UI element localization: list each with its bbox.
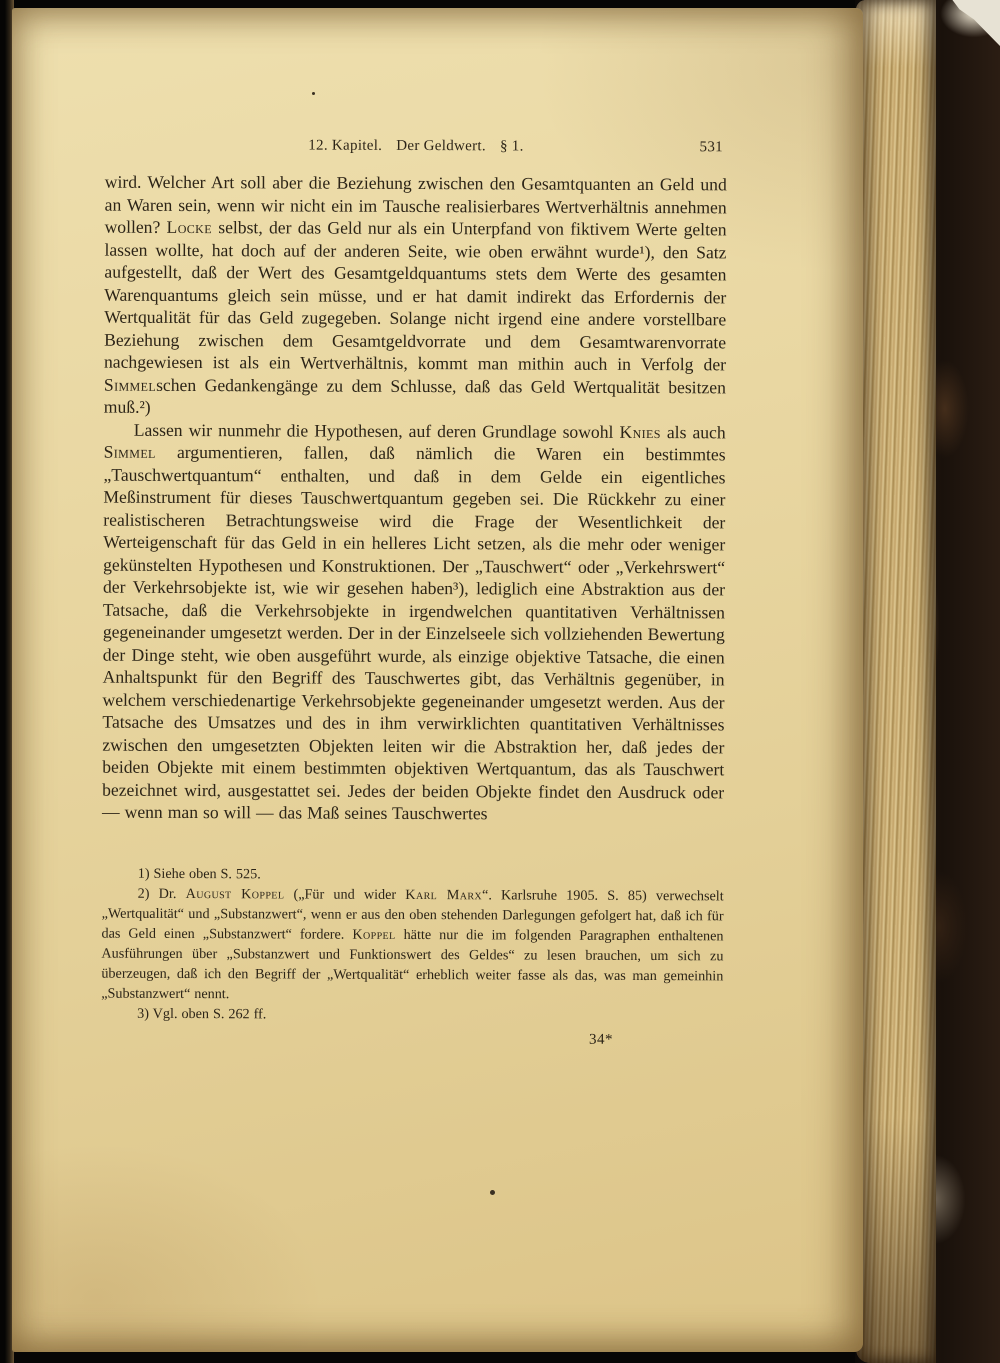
page-edge-stack xyxy=(856,0,936,1363)
signature-mark: 34* xyxy=(589,1031,614,1048)
paragraph-2: Lassen wir nunmehr die Hypothesen, auf deren Grundlage sowohl Knies als auch Simmel argumentieren, fallen, daß nämlich die Waren ein bestimmtes „Tauschwertquantum“ enthalten, und daß in dem Gelde ein eigentliches Meßinstrument für dieses Tauschwertquantum gegeben sei. Die Rückkehr zu einer realistischeren Betrachtungsweise wird die Frage der Wesentlichkeit der Werteigenschaft für das Geld in ein helleres Licht setzen, als die mehr oder weniger gekünstelten Hypothesen und Konstruktionen. Der „Tauschwert“ oder „Verkehrswert“ der Verkehrsobjekte ist, wie wir gesehen haben³), lediglich eine Abstraktion aus der Tatsache, daß die Verkehrsobjekte in irgendwelchen quantitativen Verhältnissen gegeneinander umgesetzt werden. Der in der Einzelseele sich vollziehenden Bewertung der Dinge steht, wie oben ausgeführt wurde, als einzige objektive Tatsache, die einen Anhaltspunkt für den Begriff des Tauschwertes gibt, das Verhältnis gegenüber, in welchem verschiedenartige Verkehrsobjekte gegeneinander umgesetzt werden. Aus der Tatsache des Umsatzes und des in ihm verwirklichten quantitativen Verhältnisses zwischen den umgesetzten Objekten leiten wir die Abstraktion her, daß jedes der beiden Objekte mit einem bestimmten objektiven Wertquantum, das als Tauschwert bezeichnet wird, ausgestattet sei. Jedes der beiden Objekte findet den Ausdruck oder — wenn man so will — das Maß seines Tauschwertes xyxy=(102,419,726,824)
footnote-3: 3) Vgl. oben S. 262 ff. xyxy=(137,1005,267,1022)
page-content xyxy=(101,137,727,1049)
footnote-2: 2) Dr. August Koppel („Für und wider Karl Marx“. Karlsruhe 1905. S. 85) verwechselt „Wertqualität“ und „Substanzwert“, wenn er aus den oben stehenden Darlegungen gefolgert hat, daß ich für das Geld einen „Substanzwert“ fordere. Koppel hätte nur die im folgenden Paragraphen enthaltenen Ausführungen über „Substanzwert und Funktionswert des Geldes“ zu lesen brauchen, um sich zu überzeugen, daß ich den Begriff der „Wertqualität“ erheblich weiter fasse als das, was man gemeinhin „Substanzwert“ nennt. xyxy=(101,885,724,1002)
chapter-label: 12. Kapitel. xyxy=(308,137,383,154)
chapter-title: Der Geldwert. xyxy=(396,137,486,155)
ink-speck xyxy=(312,92,315,95)
footnote-1: 1) Siehe oben S. 525. xyxy=(137,865,261,882)
running-head xyxy=(105,137,727,160)
book-page xyxy=(12,8,863,1352)
ink-speck xyxy=(490,1190,495,1195)
section-label: § 1. xyxy=(499,138,524,155)
chapter-heading xyxy=(105,137,727,157)
paragraph-1: wird. Welcher Art soll aber die Beziehung zwischen den Gesamtquanten an Geld und an Waren sein, wenn wir nicht ein im Tausche realisierbares Wertverhältnis annehmen wollen? Locke selbst, der das Geld nur als ein Unterpfand von fiktivem Werte gelten lassen wollte, hat doch auf der anderen Seite, wie oben erwähnt wurde¹), den Satz aufgestellt, daß der Wert des Gesamtgeldquantums stets dem Werte des gesamten Warenquantums gleich sein müsse, und er hat damit indirekt das Erfordernis der Wertqualität für das Geld zugegeben. Solange nicht irgend eine andere vorstellbare Beziehung zwischen dem Gesamtgeldvorrate und dem Gesamtwarenvorrate nachgewiesen ist als ein Wertverhältnis, kommt man mithin auch in Verfolg der Simmelschen Gedankengänge zu dem Schlusse, daß das Geld Wertqualität besitzen muß.²) xyxy=(103,171,727,417)
page-number: 531 xyxy=(699,139,723,156)
footnotes xyxy=(101,863,724,1026)
